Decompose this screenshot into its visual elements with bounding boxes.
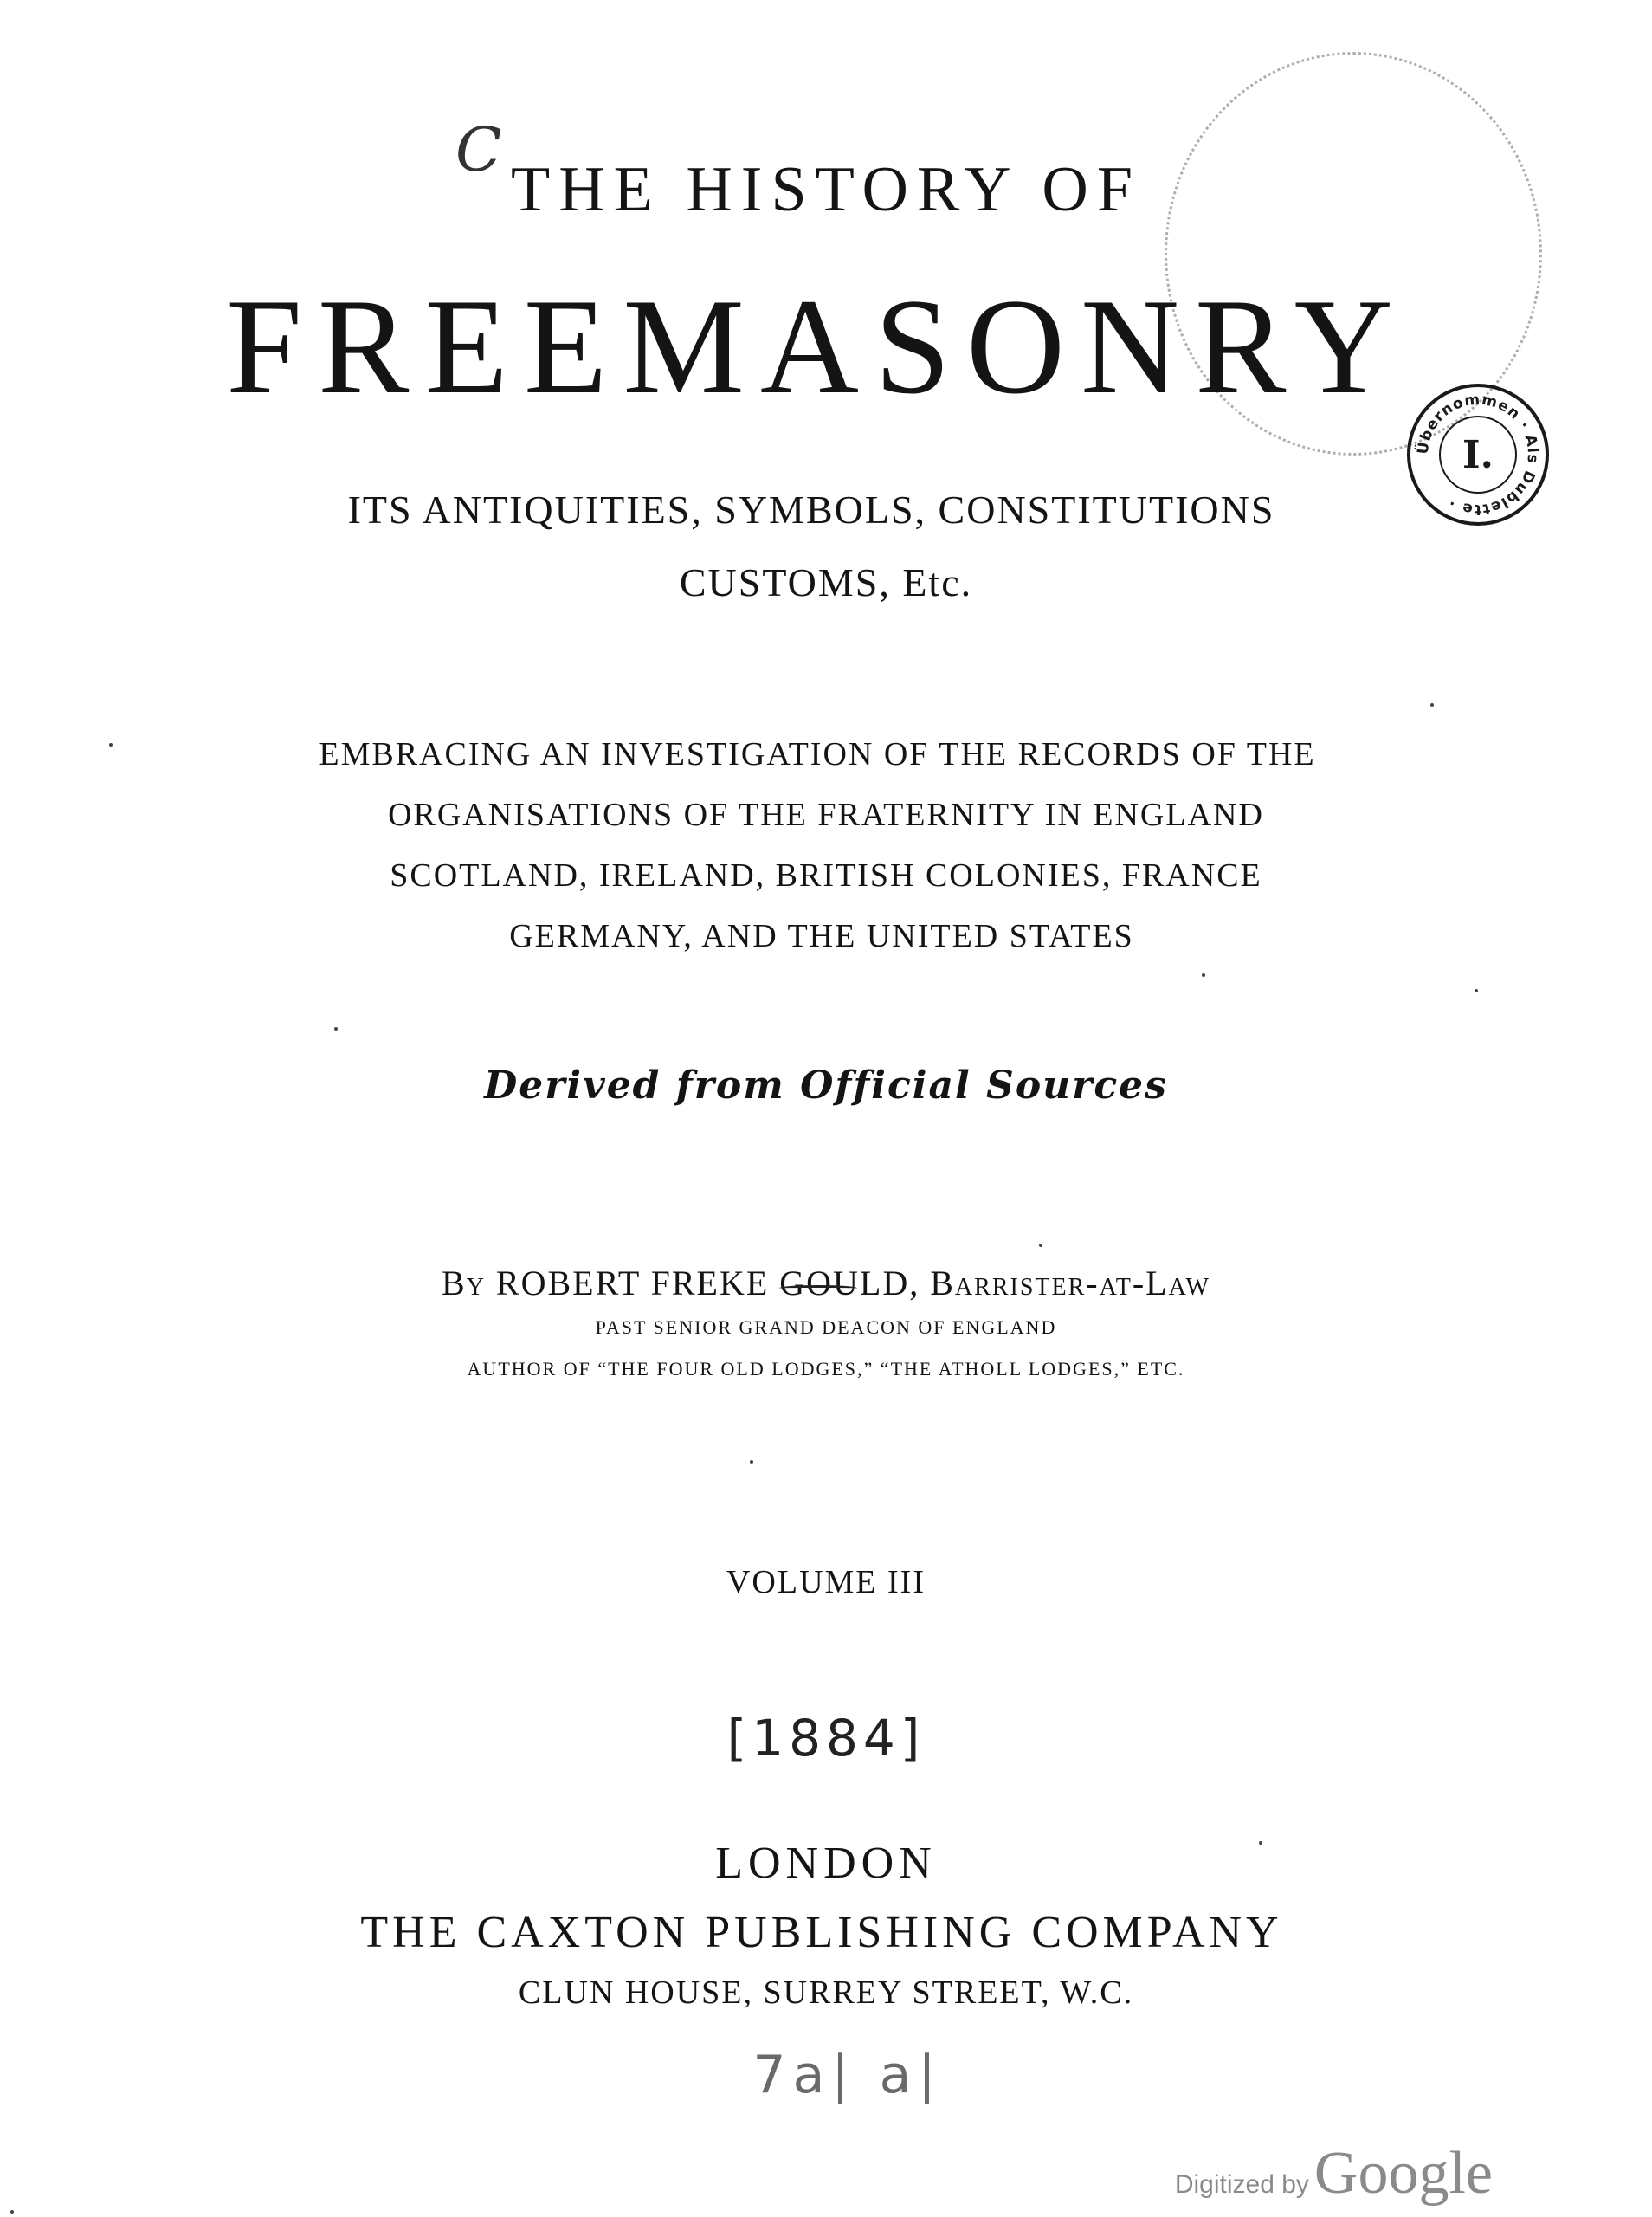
source-note: Derived from Official Sources (484, 1063, 1168, 1108)
shelf-mark: 7a| a| (752, 2045, 943, 2105)
speck (1039, 1244, 1042, 1247)
speck (10, 2210, 14, 2214)
pencil-underline (779, 1285, 857, 1291)
library-stamp (1404, 381, 1552, 528)
volume-label: VOLUME III (726, 1564, 926, 1600)
author-by: By (442, 1264, 486, 1302)
stamp-center-text: I. (1462, 433, 1494, 477)
imprint-publisher: THE CAXTON PUBLISHING COMPANY (360, 1908, 1283, 1957)
speck (1475, 989, 1478, 992)
digitized-by-label: Digitized by (1174, 2170, 1309, 2199)
author-line (0, 1266, 1652, 1301)
speck (334, 1027, 338, 1031)
handwritten-date: [1884] (726, 1709, 926, 1768)
subtitle-line-2: CUSTOMS, Etc. (679, 560, 973, 604)
description-line-1: EMBRACING AN INVESTIGATION OF THE RECORDS OF THE (319, 736, 1316, 772)
imprint-address: CLUN HOUSE, SURREY STREET, W.C. (518, 1975, 1134, 2011)
stamp-icon (1404, 381, 1552, 528)
speck (1259, 1841, 1262, 1845)
handwritten-mark: C (455, 114, 502, 185)
author-works: AUTHOR OF “THE FOUR OLD LODGES,” “THE ATHOLL LODGES,” ETC. (467, 1358, 1185, 1380)
speck (750, 1460, 753, 1464)
description-line-4: GERMANY, AND THE UNITED STATES (509, 918, 1134, 954)
description-line-3: SCOTLAND, IRELAND, BRITISH COLONIES, FRANCE (390, 857, 1262, 894)
subtitle-line-1: ITS ANTIQUITIES, SYMBOLS, CONSTITUTIONS (347, 488, 1275, 532)
google-logo: Google (1313, 2140, 1493, 2207)
digitized-watermark (1175, 2139, 1493, 2208)
author-credential: PAST SENIOR GRAND DEACON OF ENGLAND (595, 1316, 1057, 1338)
speck (1202, 973, 1205, 977)
author-title: Barrister-at-Law (930, 1264, 1210, 1302)
stamp-ring-text: Übernommen · Als Dublette · (1414, 391, 1542, 519)
title-main: FREEMASONRY (226, 271, 1409, 423)
author-name: ROBERT FREKE GOULD, (495, 1264, 920, 1302)
speck (109, 743, 113, 747)
imprint-city: LONDON (715, 1839, 937, 1888)
speck (1430, 703, 1434, 707)
description-line-2: ORGANISATIONS OF THE FRATERNITY IN ENGLAND (388, 797, 1264, 833)
title-line-1: THE HISTORY OF (511, 154, 1141, 225)
